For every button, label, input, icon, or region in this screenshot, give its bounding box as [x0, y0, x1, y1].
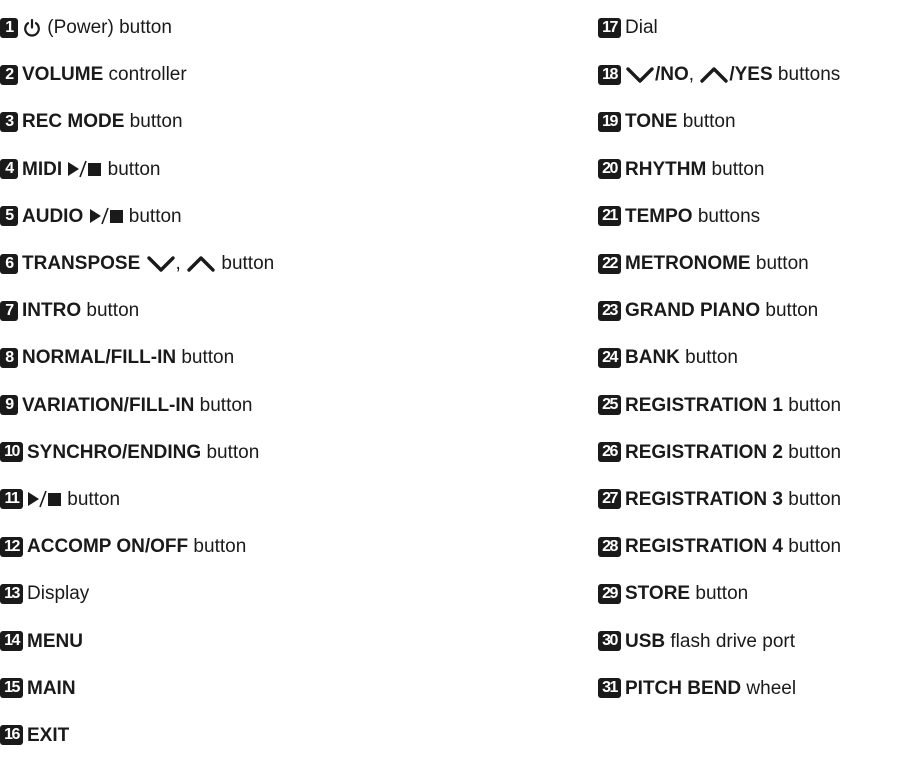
list-item [0, 98, 274, 145]
list-item [0, 523, 274, 570]
chevron-up-icon [186, 255, 216, 273]
item-number-badge: 9 [0, 395, 18, 415]
item-label-text: button [216, 253, 275, 275]
list-item [598, 429, 841, 476]
item-label-bold: PITCH BEND [625, 677, 742, 699]
item-label-text: button [783, 394, 842, 416]
item-number-badge: 15 [0, 678, 23, 698]
item-number-badge: 8 [0, 348, 18, 368]
item-label-bold: REGISTRATION 2 [625, 441, 783, 463]
item-number-badge: 11 [0, 489, 23, 509]
play-stop-icon [27, 490, 62, 508]
item-label-bold: MAIN [27, 677, 76, 699]
list-item [0, 287, 274, 334]
item-number-badge: 31 [598, 678, 621, 698]
item-number-badge: 18 [598, 65, 621, 85]
item-number-badge: 24 [598, 348, 621, 368]
item-number-badge: 4 [0, 159, 18, 179]
item-number-badge: 27 [598, 489, 621, 509]
item-label-text: buttons [772, 64, 841, 86]
list-item [0, 146, 274, 193]
item-label-text: button [176, 347, 235, 369]
item-label-bold: ACCOMP ON/OFF [27, 536, 189, 558]
item-number-badge: 5 [0, 206, 18, 226]
item-label-bold: /NO [655, 64, 689, 86]
item-label-text: button [783, 488, 842, 510]
item-label-text: button [783, 536, 842, 558]
item-label-bold: MENU [27, 630, 83, 652]
list-item [598, 51, 841, 98]
item-label-text: button [750, 253, 809, 275]
item-label-bold: REGISTRATION 1 [625, 394, 783, 416]
list-item [0, 193, 274, 240]
item-label-bold: METRONOME [625, 253, 751, 275]
item-label-text: , [175, 253, 187, 275]
list-item [0, 429, 274, 476]
item-label-text: button [123, 205, 182, 227]
item-number-badge: 23 [598, 301, 621, 321]
right-column [598, 4, 841, 712]
list-item [598, 98, 841, 145]
list-item [598, 4, 841, 51]
item-label-bold: VOLUME [22, 64, 104, 86]
chevron-down-icon [146, 255, 176, 273]
list-item [0, 240, 274, 287]
list-item [598, 617, 841, 664]
power-icon [22, 18, 42, 38]
item-label-bold: REGISTRATION 4 [625, 536, 783, 558]
item-label-bold: VARIATION/FILL-IN [22, 394, 195, 416]
item-label-bold: TONE [625, 111, 678, 133]
item-number-badge: 19 [598, 112, 621, 132]
chevron-up-icon [699, 66, 729, 84]
item-label-text: buttons [692, 205, 761, 227]
item-label-text: Dial [625, 17, 658, 39]
item-label-bold: GRAND PIANO [625, 300, 761, 322]
left-column [0, 4, 274, 759]
item-label-text: button [124, 111, 183, 133]
item-label-bold: USB [625, 630, 666, 652]
item-label-text: , [688, 64, 700, 86]
item-label-bold: TRANSPOSE [22, 253, 146, 275]
item-number-badge: 12 [0, 537, 23, 557]
item-label-text: Display [27, 583, 90, 605]
list-item [0, 570, 274, 617]
item-number-badge: 22 [598, 254, 621, 274]
list-item [0, 334, 274, 381]
list-item [598, 287, 841, 334]
item-label-text: button [677, 111, 736, 133]
item-number-badge: 16 [0, 725, 23, 745]
list-item [598, 665, 841, 712]
item-label-text: button [690, 583, 749, 605]
item-label-bold: RHYTHM [625, 158, 707, 180]
item-number-badge: 21 [598, 206, 621, 226]
item-label-text: button [62, 488, 121, 510]
play-stop-icon [89, 207, 124, 225]
item-label-text: button [760, 300, 819, 322]
list-item [598, 476, 841, 523]
item-number-badge: 30 [598, 631, 621, 651]
item-label-bold: AUDIO [22, 205, 89, 227]
list-item [0, 51, 274, 98]
item-label-bold: SYNCHRO/ENDING [27, 441, 202, 463]
item-label-bold: BANK [625, 347, 680, 369]
chevron-down-icon [625, 66, 655, 84]
item-number-badge: 7 [0, 301, 18, 321]
list-item [0, 4, 274, 51]
list-item [0, 382, 274, 429]
item-number-badge: 28 [598, 537, 621, 557]
list-item [598, 193, 841, 240]
item-number-badge: 29 [598, 584, 621, 604]
item-label-bold: REGISTRATION 3 [625, 488, 783, 510]
item-label-bold: /YES [729, 64, 773, 86]
item-label-bold: TEMPO [625, 205, 693, 227]
list-item [598, 570, 841, 617]
item-number-badge: 10 [0, 442, 23, 462]
item-number-badge: 14 [0, 631, 23, 651]
item-label-text: button [783, 441, 842, 463]
item-label-text: button [81, 300, 140, 322]
list-item [598, 146, 841, 193]
item-number-badge: 20 [598, 159, 621, 179]
play-stop-icon [67, 160, 102, 178]
item-label-text: button [201, 441, 260, 463]
list-item [0, 476, 274, 523]
item-label-text: button [188, 536, 247, 558]
item-label-text: flash drive port [665, 630, 796, 652]
item-label-bold: INTRO [22, 300, 82, 322]
item-label-bold: NORMAL/FILL-IN [22, 347, 177, 369]
item-number-badge: 13 [0, 584, 23, 604]
item-label-text: button [679, 347, 738, 369]
list-item [598, 523, 841, 570]
item-label-text: button [706, 158, 765, 180]
item-number-badge: 1 [0, 18, 18, 38]
item-number-badge: 2 [0, 65, 18, 85]
item-number-badge: 25 [598, 395, 621, 415]
list-item [598, 240, 841, 287]
item-number-badge: 26 [598, 442, 621, 462]
list-item [0, 617, 274, 664]
item-label-bold: REC MODE [22, 111, 125, 133]
item-label-text: (Power) button [42, 17, 172, 39]
list-item [0, 712, 274, 759]
item-label-text: button [194, 394, 253, 416]
list-item [598, 334, 841, 381]
item-label-bold: EXIT [27, 724, 70, 746]
item-label-text: wheel [741, 677, 797, 699]
item-label-bold: MIDI [22, 158, 68, 180]
list-item [598, 382, 841, 429]
item-number-badge: 6 [0, 254, 18, 274]
item-number-badge: 17 [598, 18, 621, 38]
item-label-text: controller [103, 64, 187, 86]
item-label-text: button [102, 158, 161, 180]
item-label-bold: STORE [625, 583, 691, 605]
list-item [0, 665, 274, 712]
item-number-badge: 3 [0, 112, 18, 132]
